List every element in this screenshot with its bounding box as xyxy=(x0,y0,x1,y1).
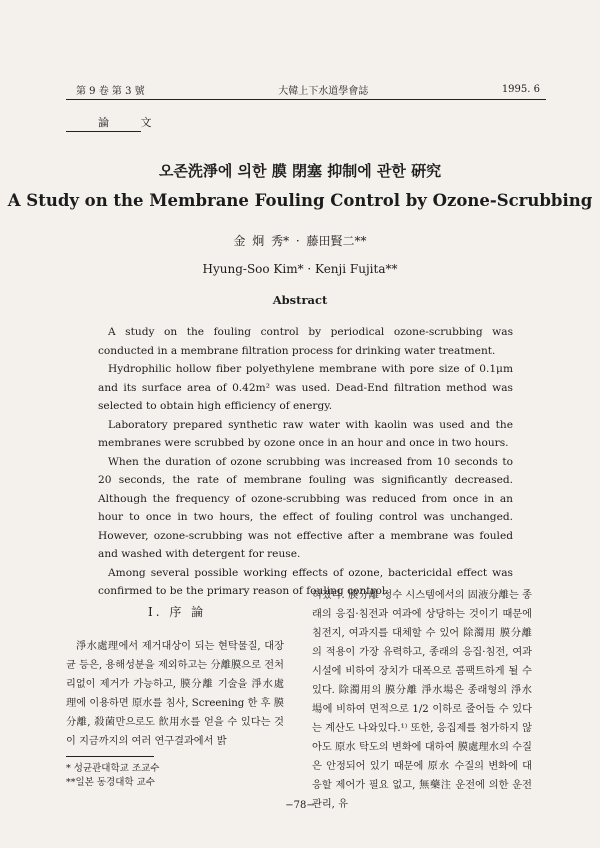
header-volume: 第 9 卷 第 3 號 xyxy=(76,85,145,97)
body-paragraph: 淨水處理에서 제거대상이 되는 현탁물질, 대장균 등은, 용해성분을 제외하고는 分離膜으로 전처리없이 제거가 가능하고, 膜分離 기술을 淨水處理에 이용하면 原水를 침사, Screening 한 후 膜分離, 殺菌만으로도 飮用水를 얻을 수 있다는 것이 지금까지의 여러 연구결과에서 밝 xyxy=(66,641,284,747)
abstract-heading: Abstract xyxy=(272,293,328,307)
body-paragraph: 혀졌다. 膜分離 정수 시스템에서의 固液分離는 종래의 응집·침전과 여과에 상당하는 것이기 때문에 침전지, 여과지를 대체할 수 있어 除濁用 膜分離의 적용이 가장 유력하고, 종래의 응집·침전, 여과시설에 비하여 장치가 대폭으로 콤팩트하게 될 수 있다. 除濁用의 膜分離 淨水場은 종래형의 淨水場에 비하여 면적으로 1/2 이하로 줄어들 수 있다는 계산도 나와있다.¹⁾ 또한, 응집제를 첨가하지 않아도 原水 탁도의 변화에 대하여 膜處理水의 수질은 안정되어 있기 때문에 原水 수질의 변화에 대응할 제어가 필요 없고, 無藥注 운전에 의한 운전관리, 유 xyxy=(312,590,532,810)
page-number: −78− xyxy=(285,800,315,811)
article-type-rule xyxy=(66,131,141,132)
body-column-left xyxy=(66,637,284,751)
header-rule xyxy=(66,99,546,100)
running-header xyxy=(76,80,540,98)
authors-korean: 金 炯 秀* · 藤田賢二** xyxy=(233,234,367,248)
abstract-paragraph: Among several possible working effects of ozone, bactericidal effect was confirmed to be the primary reason of fouling control. xyxy=(98,566,513,597)
footnote-rule xyxy=(66,756,154,757)
footnote: **일본 동경대학 교수 xyxy=(66,777,155,788)
footnote: * 성균관대학교 조교수 xyxy=(66,763,160,774)
abstract-body xyxy=(98,323,513,601)
body-column-right xyxy=(312,586,532,814)
abstract-paragraph: When the duration of ozone scrubbing was increased from 10 seconds to 20 seconds, the rate of membrane fouling was significantly decreased. Although the frequency of ozone-scrubbing was reduced from once in an hour to once in two hours, the effect of fouling control was unchanged. However, ozone-scrubbing was not effective after a membrane was fouled and washed with detergent for reuse. xyxy=(98,455,513,560)
title-english: A Study on the Membrane Fouling Control by Ozone-Scrubbing xyxy=(7,191,593,210)
header-date: 1995. 6 xyxy=(501,83,540,95)
abstract-paragraph: A study on the fouling control by periodical ozone-scrubbing was conducted in a membrane filtration process for drinking water treatment. xyxy=(98,326,513,357)
title-korean: 오존洗淨에 의한 膜 閉塞 抑制에 관한 硏究 xyxy=(158,162,442,180)
abstract-paragraph: Hydrophilic hollow fiber polyethylene membrane with pore size of 0.1μm and its surface area of 0.42m² was used. Dead-End filtration method was selected to obtain high efficiency of energy. xyxy=(98,363,513,412)
section-heading: Ⅰ. 序 論 xyxy=(148,605,207,619)
authors-english: Hyung-Soo Kim* · Kenji Fujita** xyxy=(202,262,398,276)
article-type-label: 論 文 xyxy=(98,116,166,129)
abstract-paragraph: Laboratory prepared synthetic raw water with kaolin was used and the membranes were scrubbed by ozone once in an hour and once in two hours. xyxy=(98,418,513,449)
header-journal: 大韓上下水道學會誌 xyxy=(278,85,369,97)
